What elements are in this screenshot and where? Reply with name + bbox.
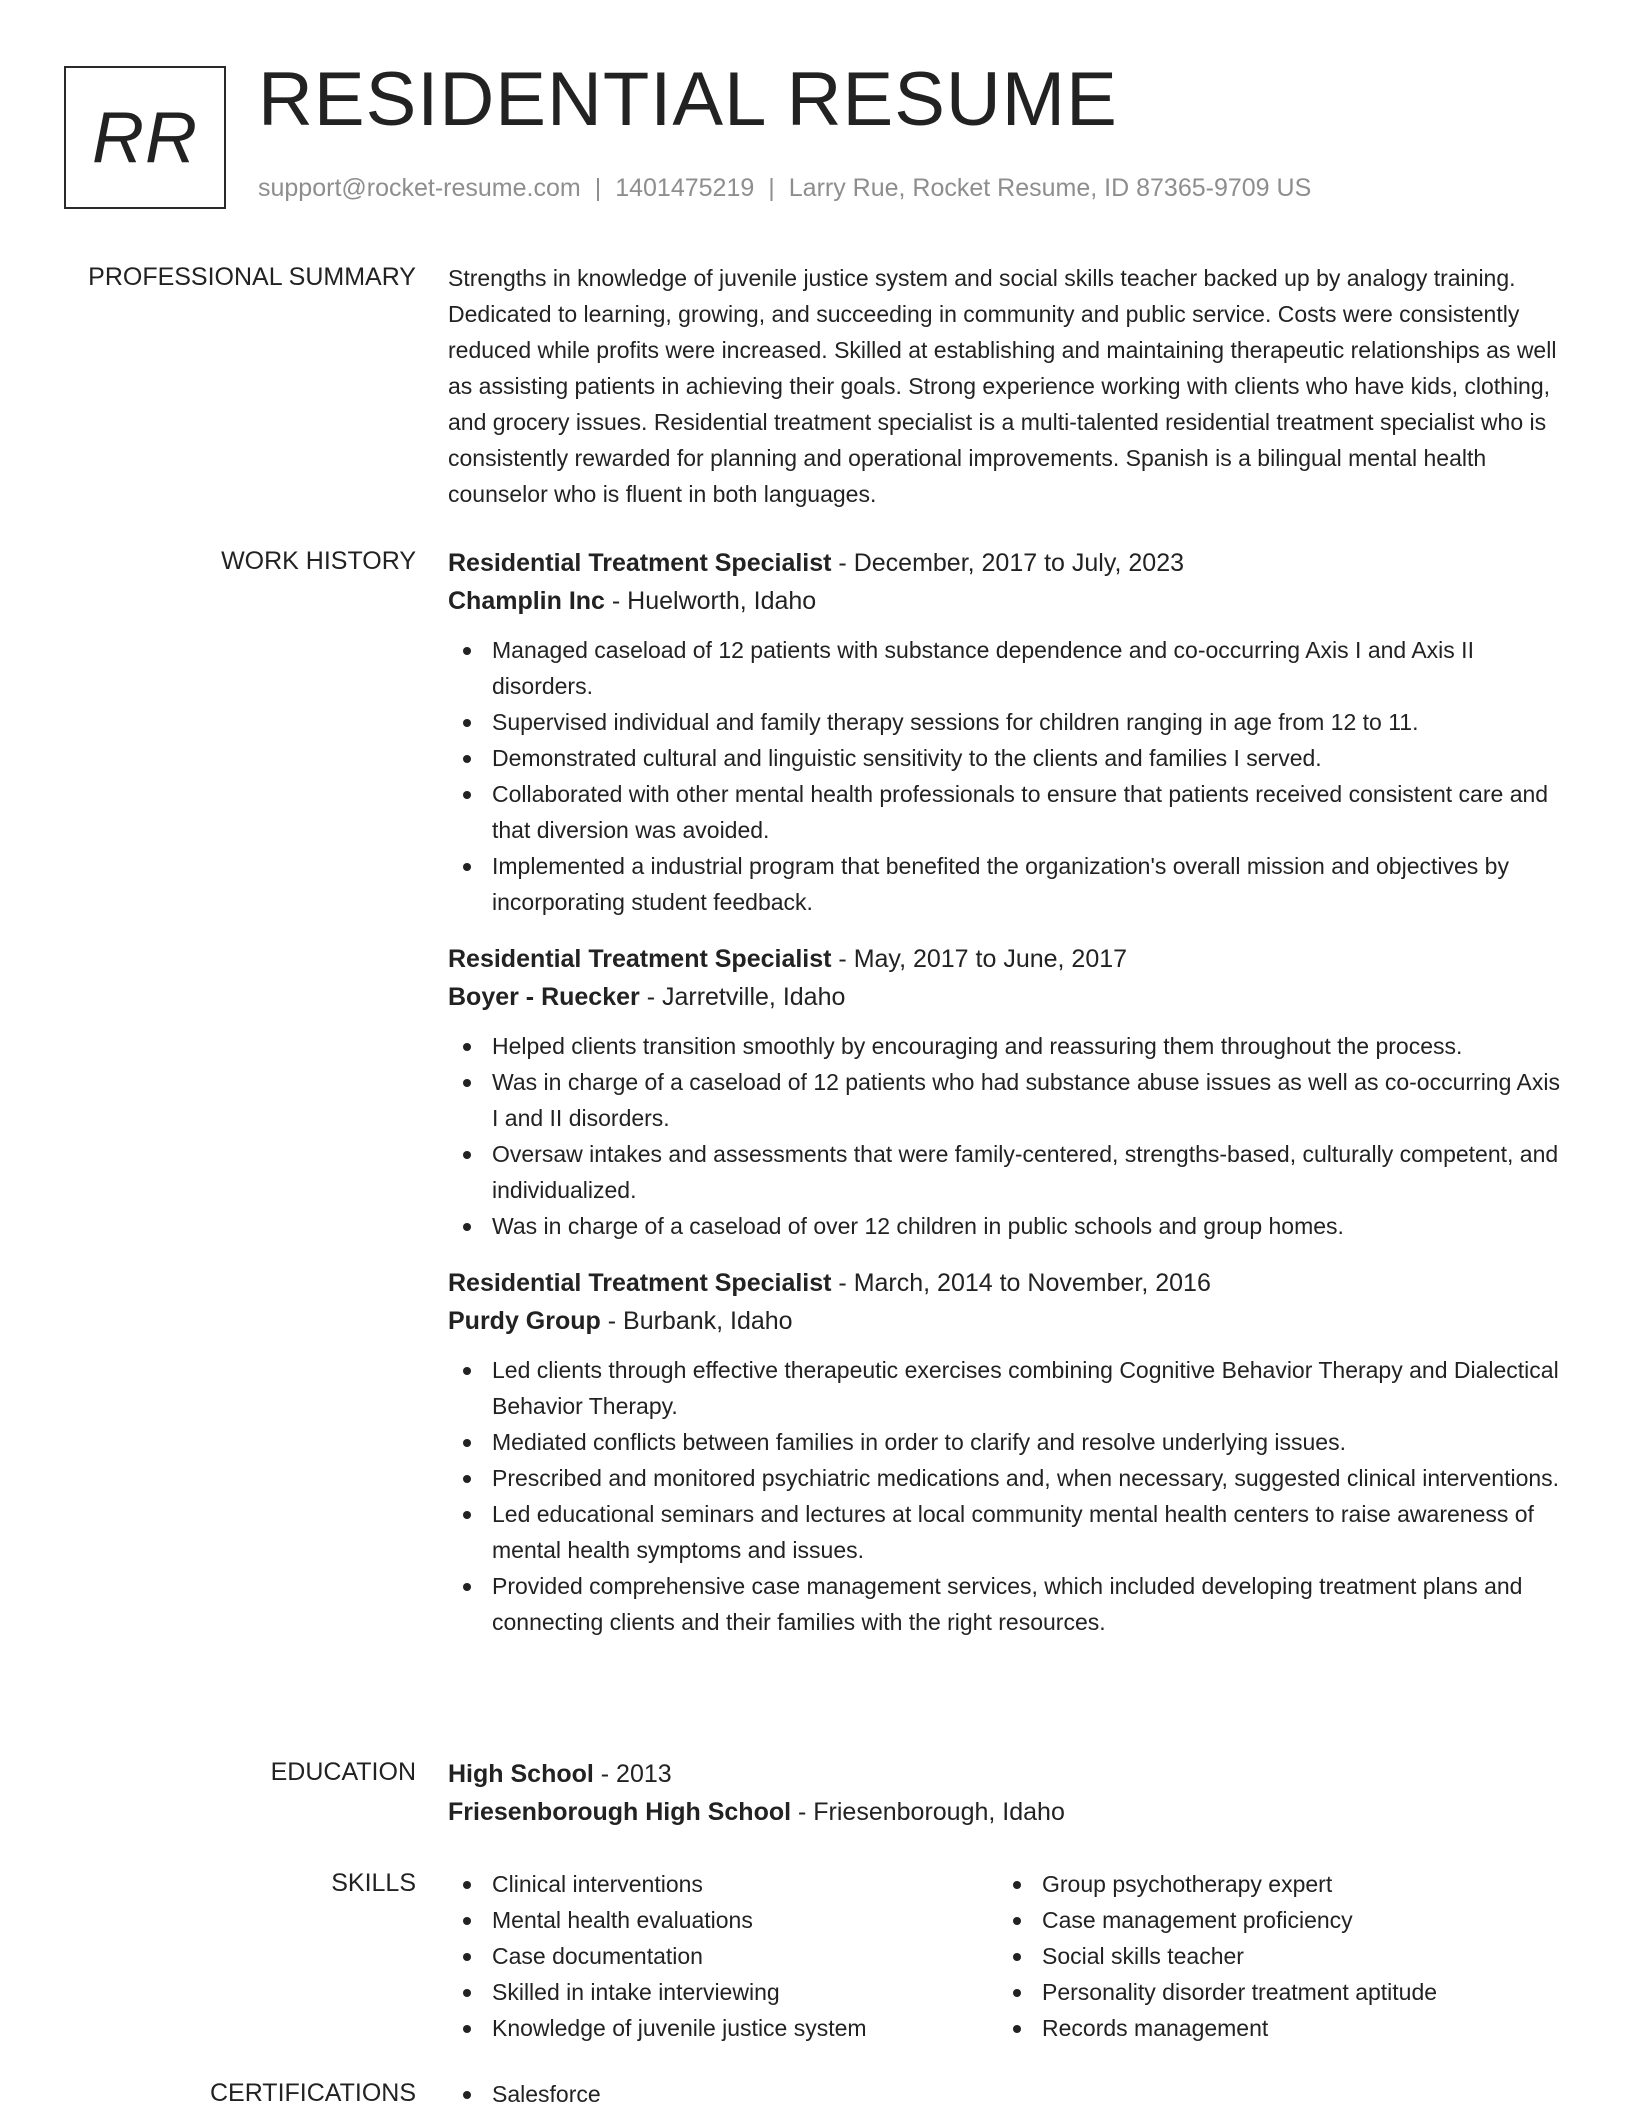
- skills-column-left: [448, 1866, 998, 2046]
- job-entry: [448, 544, 1572, 920]
- job-bullets: [448, 632, 1572, 920]
- contact-separator: |: [594, 174, 602, 202]
- certifications-content: [448, 2076, 1572, 2112]
- job-dates: - May, 2017 to June, 2017: [831, 945, 1128, 973]
- section-label-summary: PROFESSIONAL SUMMARY: [88, 263, 416, 291]
- skills-list: [998, 1866, 1548, 2046]
- job-bullet: Provided comprehensive case management services, which included developing treatment plans and connecting clients and their families with the right resources.: [448, 1568, 1572, 1640]
- job-dates: - March, 2014 to November, 2016: [831, 1269, 1211, 1297]
- job-location: - Jarretville, Idaho: [639, 983, 846, 1011]
- skill-item: Case documentation: [448, 1938, 998, 1974]
- resume-title: RESIDENTIAL RESUME: [258, 57, 1118, 142]
- job-bullet: Was in charge of a caseload of 12 patients who had substance abuse issues as well as co-occurring Axis I and II disorders.: [448, 1064, 1572, 1136]
- job-company: Purdy Group: [448, 1307, 601, 1335]
- skill-item: Skilled in intake interviewing: [448, 1974, 998, 2010]
- certifications-list: [448, 2076, 1572, 2112]
- skill-item: Mental health evaluations: [448, 1902, 998, 1938]
- job-bullet: Was in charge of a caseload of over 12 children in public schools and group homes.: [448, 1208, 1572, 1244]
- skill-item: Social skills teacher: [998, 1938, 1548, 1974]
- contact-email: support@rocket-resume.com: [258, 174, 581, 202]
- skill-item: Group psychotherapy expert: [998, 1866, 1548, 1902]
- job-title-line: [448, 940, 1572, 978]
- section-label-education: EDUCATION: [270, 1758, 416, 1786]
- education-content: [448, 1755, 1572, 1831]
- work-history-content: [448, 544, 1572, 1660]
- skill-item: Clinical interventions: [448, 1866, 998, 1902]
- job-title-line: [448, 1264, 1572, 1302]
- monogram-box: [64, 66, 226, 209]
- job-bullet: Implemented a industrial program that benefited the organization's overall mission and objectives by incorporating student feedback.: [448, 848, 1572, 920]
- summary-text: Strengths in knowledge of juvenile justice system and social skills teacher backed up by analogy training. Dedicated to learning, growing, and succeeding in community and public service. Costs were consistently reduced while profits were increased. Skilled at establishing and maintaining therapeutic relationships as well as assisting patients in achieving their goals. Strong experience working with clients who have kids, clothing, and grocery issues. Residential treatment specialist is a multi-talented residential treatment specialist who is consistently rewarded for planning and operational improvements. Spanish is a bilingual mental health counselor who is fluent in both languages.: [448, 265, 1557, 507]
- job-bullet: Collaborated with other mental health professionals to ensure that patients received consistent care and that diversion was avoided.: [448, 776, 1572, 848]
- education-year: - 2013: [593, 1760, 672, 1788]
- job-bullet: Mediated conflicts between families in order to clarify and resolve underlying issues.: [448, 1424, 1572, 1460]
- skill-item: Personality disorder treatment aptitude: [998, 1974, 1548, 2010]
- job-dates: - December, 2017 to July, 2023: [831, 549, 1184, 577]
- job-entry: [448, 1264, 1572, 1640]
- job-title: Residential Treatment Specialist: [448, 945, 832, 973]
- job-bullet: Prescribed and monitored psychiatric medications and, when necessary, suggested clinical interventions.: [448, 1460, 1572, 1496]
- job-company-line: [448, 1302, 1572, 1340]
- certification-item: Salesforce: [448, 2076, 1572, 2112]
- education-school-line: [448, 1793, 1572, 1831]
- job-title: Residential Treatment Specialist: [448, 549, 832, 577]
- job-entry: [448, 940, 1572, 1244]
- job-company: Champlin Inc: [448, 587, 605, 615]
- section-label-certifications: CERTIFICATIONS: [209, 2079, 416, 2107]
- job-company-line: [448, 582, 1572, 620]
- job-location: - Burbank, Idaho: [600, 1307, 793, 1335]
- job-company: Boyer - Ruecker: [448, 983, 640, 1011]
- job-company-line: [448, 978, 1572, 1016]
- job-location: - Huelworth, Idaho: [604, 587, 817, 615]
- education-school: Friesenborough High School: [448, 1798, 792, 1826]
- skill-item: Knowledge of juvenile justice system: [448, 2010, 998, 2046]
- skill-item: Records management: [998, 2010, 1548, 2046]
- job-bullet: Supervised individual and family therapy sessions for children ranging in age from 12 to 11.: [448, 704, 1572, 740]
- education-degree: High School: [448, 1760, 594, 1788]
- section-label-work-history: WORK HISTORY: [221, 547, 416, 575]
- job-bullet: Oversaw intakes and assessments that were family-centered, strengths-based, culturally competent, and individualized.: [448, 1136, 1572, 1208]
- job-bullet: Led educational seminars and lectures at local community mental health centers to raise awareness of mental health symptoms and issues.: [448, 1496, 1572, 1568]
- job-title-line: [448, 544, 1572, 582]
- section-label-skills: SKILLS: [331, 1869, 416, 1897]
- education-degree-line: [448, 1755, 1572, 1793]
- skill-item: Case management proficiency: [998, 1902, 1548, 1938]
- job-bullet: Led clients through effective therapeutic exercises combining Cognitive Behavior Therapy and Dialectical Behavior Therapy.: [448, 1352, 1572, 1424]
- job-bullets: [448, 1028, 1572, 1244]
- contact-phone: 1401475219: [615, 174, 755, 202]
- job-bullet: Managed caseload of 12 patients with substance dependence and co-occurring Axis I and Axis II disorders.: [448, 632, 1572, 704]
- contact-separator: |: [768, 174, 775, 202]
- job-bullets: [448, 1352, 1572, 1640]
- job-bullet: Helped clients transition smoothly by encouraging and reassuring them throughout the process.: [448, 1028, 1572, 1064]
- job-title: Residential Treatment Specialist: [448, 1269, 832, 1297]
- contact-address: Larry Rue, Rocket Resume, ID 87365-9709 US: [788, 174, 1312, 202]
- skills-grid: [448, 1866, 1572, 2046]
- skills-list: [448, 1866, 998, 2046]
- job-bullet: Demonstrated cultural and linguistic sensitivity to the clients and families I served.: [448, 740, 1572, 776]
- contact-line: [258, 174, 1311, 203]
- education-location: - Friesenborough, Idaho: [791, 1798, 1065, 1826]
- skills-column-right: [998, 1866, 1548, 2046]
- monogram-initials: RR: [92, 97, 198, 178]
